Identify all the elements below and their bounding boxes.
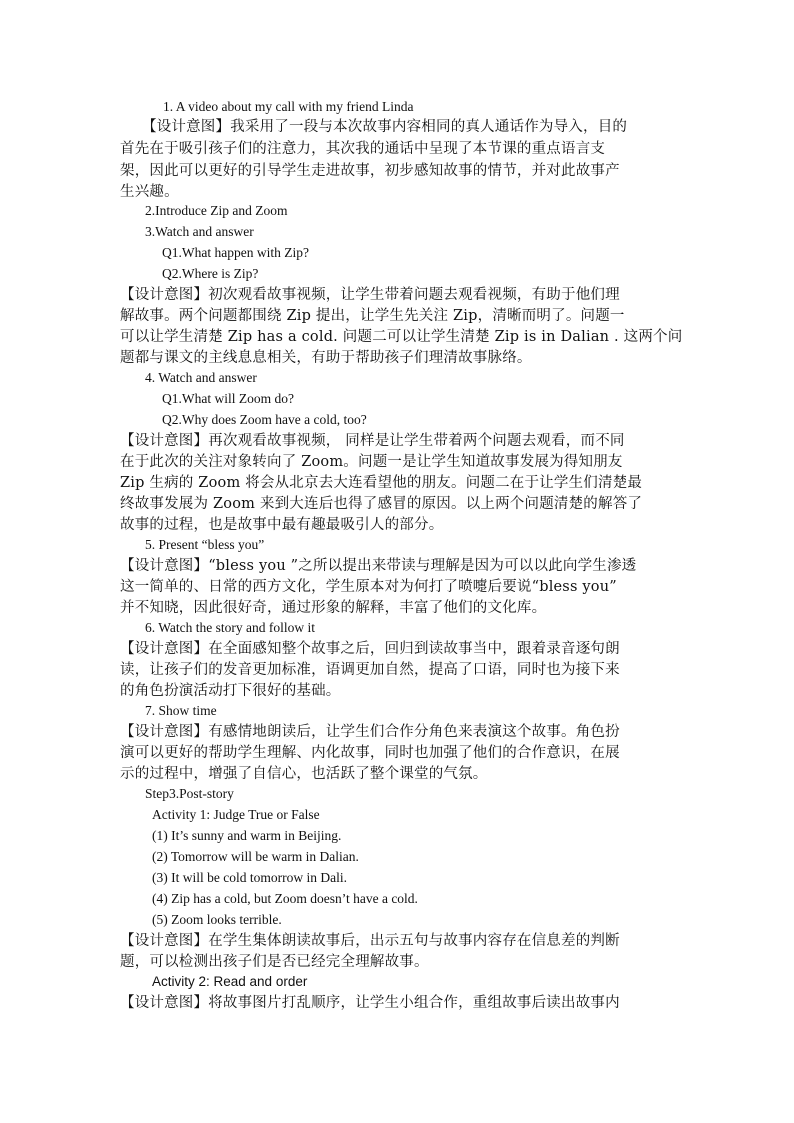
item-5-heading: 5. Present “bless you” — [145, 537, 265, 552]
step3-heading: Step3.Post-story — [145, 786, 234, 801]
design-intent-3-line-2: 解故事。两个问题都围绕 Zip 提出，让学生先关注 Zip，清晰而明了。问题一 — [120, 308, 625, 324]
design-intent-3-line-4: 题都与课文的主线息息相关，有助于帮助孩子们理清故事脉络。 — [120, 350, 532, 366]
design-intent-1-line-3: 架，因此可以更好的引导学生走进故事，初步感知故事的情节，并对此故事产 — [120, 163, 620, 179]
item-4-question-2: Q2.Why does Zoom have a cold, too? — [162, 412, 367, 427]
activity-1-heading: Activity 1: Judge True or False — [152, 807, 320, 822]
design-intent-3-line-3: 可以让学生清楚 Zip has a cold. 问题二可以让学生清楚 Zip is in Dalian . 这两个问 — [120, 329, 683, 345]
activity-2-heading: Activity 2: Read and order — [152, 974, 308, 989]
design-intent-4-line-2: 在于此次的关注对象转向了 Zoom。问题一是让学生知道故事发展为得知朋友 — [120, 454, 623, 470]
activity-1-statement-3: (3) It will be cold tomorrow in Dali. — [152, 870, 347, 885]
activity-1-statement-1: (1) It’s sunny and warm in Beijing. — [152, 828, 342, 843]
design-intent-a1-line-2: 题，可以检测出孩子们是否已经完全理解故事。 — [120, 954, 429, 970]
design-intent-4-line-4: 终故事发展为 Zoom 来到大连后也得了感冒的原因。以上两个问题清楚的解答了 — [120, 496, 643, 512]
item-3-heading: 3.Watch and answer — [145, 224, 254, 239]
design-intent-a1-line-1: 【设计意图】在学生集体朗读故事后，出示五句与故事内容存在信息差的判断 — [120, 933, 620, 949]
item-6-heading: 6. Watch the story and follow it — [145, 620, 316, 635]
design-intent-4-line-1: 【设计意图】再次观看故事视频， 同样是让学生带着两个问题去观看，而不同 — [120, 433, 625, 449]
design-intent-7-line-1: 【设计意图】有感情地朗读后，让学生们合作分角色来表演这个故事。角色扮 — [120, 724, 620, 740]
item-1-heading: 1. A video about my call with my friend Linda — [163, 99, 414, 114]
design-intent-7-line-2: 演可以更好的帮助学生理解、内化故事，同时也加强了他们的合作意识，在展 — [120, 745, 620, 761]
item-4-question-1: Q1.What will Zoom do? — [162, 391, 294, 406]
design-intent-6-line-3: 的角色扮演活动打下很好的基础。 — [120, 683, 341, 699]
design-intent-5-line-1: 【设计意图】“bless you ”之所以提出来带读与理解是因为可以以此向学生渗透 — [120, 558, 637, 574]
design-intent-1-line-4: 生兴趣。 — [120, 184, 179, 200]
design-intent-5-line-2: 这一简单的、日常的西方文化，学生原本对为何打了喷嚏后要说“bless you” — [120, 579, 617, 595]
design-intent-4-line-3: Zip 生病的 Zoom 将会从北京去大连看望他的朋友。问题二在于让学生们清楚最 — [120, 475, 643, 491]
activity-1-statement-5: (5) Zoom looks terrible. — [152, 912, 282, 927]
design-intent-4-line-5: 故事的过程，也是故事中最有趣最吸引人的部分。 — [120, 517, 444, 533]
item-3-question-1: Q1.What happen with Zip? — [162, 245, 309, 260]
design-intent-3-line-1: 【设计意图】初次观看故事视频，让学生带着问题去观看视频，有助于他们理 — [120, 287, 620, 303]
design-intent-7-line-3: 示的过程中，增强了自信心，也活跃了整个课堂的气氛。 — [120, 766, 488, 782]
item-7-heading: 7. Show time — [145, 703, 217, 718]
design-intent-1-line-1: 【设计意图】我采用了一段与本次故事内容相同的真人通话作为导入，目的 — [142, 119, 628, 135]
design-intent-6-line-2: 读，让孩子们的发音更加标准，语调更加自然，提高了口语，同时也为接下来 — [120, 662, 620, 678]
design-intent-6-line-1: 【设计意图】在全面感知整个故事之后，回归到读故事当中，跟着录音逐句朗 — [120, 641, 620, 657]
design-intent-1-line-2: 首先在于吸引孩子们的注意力，其次我的通话中呈现了本节课的重点语言支 — [120, 141, 606, 157]
activity-1-statement-2: (2) Tomorrow will be warm in Dalian. — [152, 849, 359, 864]
design-intent-a2-line-1: 【设计意图】将故事图片打乱顺序，让学生小组合作，重组故事后读出故事内 — [120, 995, 620, 1011]
item-4-heading: 4. Watch and answer — [145, 370, 257, 385]
item-2-heading: 2.Introduce Zip and Zoom — [145, 203, 288, 218]
design-intent-5-line-3: 并不知晓，因此很好奇，通过形象的解释，丰富了他们的文化库。 — [120, 600, 547, 616]
item-3-question-2: Q2.Where is Zip? — [162, 266, 259, 281]
activity-1-statement-4: (4) Zip has a cold, but Zoom doesn’t have a cold. — [152, 891, 418, 906]
